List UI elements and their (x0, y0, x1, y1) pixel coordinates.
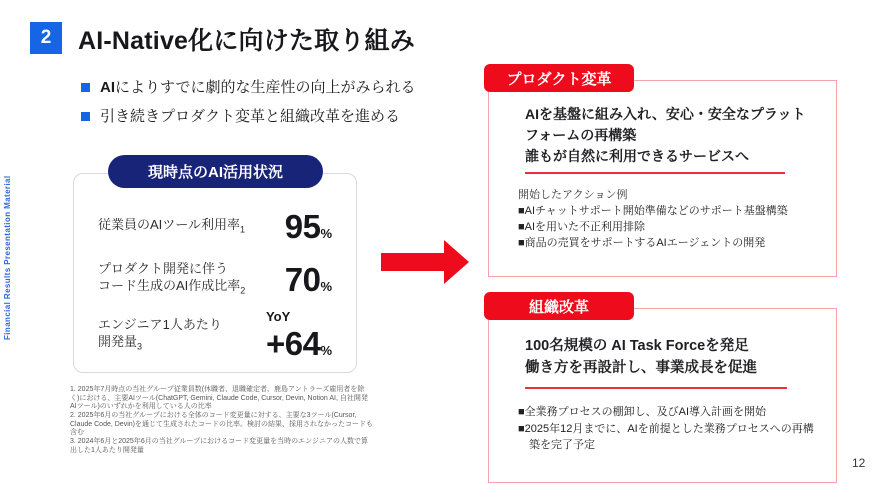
stat-unit: % (320, 343, 332, 358)
ai-usage-card-header: 現時点のAI活用状況 (108, 155, 323, 188)
footnote-ref: 3 (137, 341, 143, 352)
stat-label (98, 316, 222, 356)
stat-label-line1: プロダクト開発に伴う (98, 261, 229, 277)
red-divider (525, 172, 785, 174)
stat-label (98, 216, 245, 239)
intro-bullet-item (81, 78, 415, 97)
transition-arrow-icon (381, 240, 469, 284)
footnote-ref: 2 (240, 285, 246, 296)
slide-number-badge: 2 (30, 22, 62, 54)
arrow-head (444, 240, 469, 284)
yoy-label: YoY (265, 309, 291, 324)
ai-usage-card (73, 173, 357, 373)
intro-bullet-text (100, 107, 400, 126)
page-number: 12 (852, 456, 866, 470)
action-item-list (518, 404, 816, 454)
org-reform-box (488, 308, 837, 483)
stat-number: +64 (265, 325, 321, 362)
heading-line: 100名規模の AI Task Forceを発足 (525, 338, 749, 354)
red-divider (525, 387, 787, 389)
action-item: ■全業務プロセスの棚卸し、及びAI導入計画を開始 (518, 406, 767, 418)
heading-line: フォームの再構築 (525, 127, 637, 143)
action-item: ■商品の売買をサポートするAIエージェントの開発 (518, 237, 766, 249)
action-item: ■AIを用いた不正利用排除 (518, 221, 646, 233)
stat-number: 95 (284, 208, 321, 245)
stat-label-line2: 開発量 (98, 334, 138, 350)
stat-unit: % (320, 279, 332, 294)
stat-label-text: 従業員のAIツール利用率 (98, 216, 241, 232)
intro-bullet-text (100, 78, 415, 97)
footnote-block (70, 386, 373, 455)
intro-bullet-lead: AI (100, 79, 115, 96)
org-reform-label: 組織改革 (484, 292, 634, 320)
product-box-heading (525, 104, 806, 167)
square-bullet-icon (81, 83, 90, 92)
stat-label-line2: コード生成のAI作成比率 (98, 278, 241, 294)
stat-value (285, 261, 332, 299)
footnote-item: 3. 2024年6月と2025年6月の当社グループにおけるコード変更量を当時のエンジニアの人数で算出した1人あたり開発量 (70, 438, 368, 454)
heading-line: 誰もが自然に利用できるサービスへ (525, 148, 749, 164)
sidebar-vertical-label: Financial Results Presentation Material (3, 175, 12, 340)
stat-row-dev-volume (98, 308, 332, 364)
action-item: ■2025年12月までに、AIを前提とした業務プロセスへの再構築を完了予定 (518, 422, 814, 451)
stat-value (266, 309, 332, 363)
stat-label (98, 260, 245, 300)
intro-bullet-list (81, 78, 415, 136)
product-transformation-box (488, 80, 837, 277)
heading-line: 働き方を再設計し、事業成長を促進 (525, 360, 757, 376)
intro-bullet-item (81, 107, 415, 126)
stat-row-code-generation (98, 258, 332, 302)
stat-label-line1: エンジニア1人あたり (98, 317, 222, 333)
stat-value (285, 208, 332, 246)
action-list-header: 開始したアクション例 (518, 189, 628, 201)
square-bullet-icon (81, 112, 90, 121)
action-item: ■AIチャットサポート開始準備などのサポート基盤構築 (518, 205, 788, 217)
intro-bullet-rest: によりすでに劇的な生産性の向上がみられる (115, 79, 416, 96)
stat-unit: % (320, 226, 332, 241)
footnote-ref: 1 (240, 224, 246, 235)
footnote-item: 1. 2025年7月時点の当社グループ従業員数(休職者、退職確定者、鹿島アントラーズ雇用者を除く)における、主要AIツール(ChatGPT, Gemini, Claude Code, Cursor, Devin, Notion AI, 自社開発AIツール)のいずれかを利用している人の比率 (70, 386, 368, 411)
arrow-body (381, 253, 444, 271)
heading-line: AIを基盤に組み入れ、安心・安全なプラット (525, 106, 806, 122)
footnote-item: 2. 2025年6月の当社グループにおける全体のコード変更量に対する、主要な3ツール(Cursor, Claude Code, Devin)を通じて生成されたコードの比率。検討の結果、採用されなかったコードも含む (70, 412, 373, 437)
org-box-heading (525, 335, 757, 379)
intro-bullet-rest: 引き続きプロダクト変革と組織改革を進める (100, 108, 401, 125)
product-transformation-label: プロダクト変革 (484, 64, 634, 92)
page-title: AI-Native化に向けた取り組み (78, 27, 415, 55)
action-item-list (518, 203, 816, 251)
stat-number: 70 (284, 261, 321, 298)
stat-row-tool-usage (98, 206, 332, 248)
